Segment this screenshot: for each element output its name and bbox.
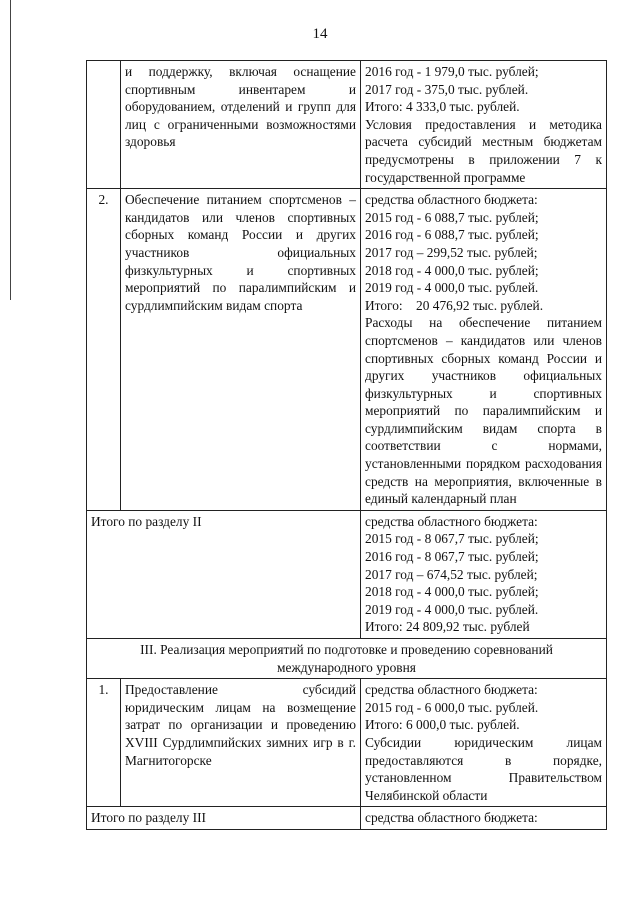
section-total-label: Итого по разделу III xyxy=(87,807,361,830)
section-heading-row xyxy=(87,639,607,679)
section-total-row xyxy=(87,807,607,830)
funding-line: 2019 год - 4 000,0 тыс. рублей. xyxy=(365,280,539,296)
funding-line: 2018 год - 4 000,0 тыс. рублей; xyxy=(365,262,539,278)
table-row xyxy=(87,61,607,189)
binding-margin-line xyxy=(10,0,11,300)
funding-cell xyxy=(361,807,607,830)
funding-line: средства областного бюджета: xyxy=(365,682,538,698)
measures-table xyxy=(86,60,607,830)
row-number xyxy=(87,61,121,189)
funding-cell xyxy=(361,679,607,807)
measure-description: Обеспечение питанием спортсменов – кандидатов или членов спортивных сборных команд России и других участников официальных физкультурных и спортивных мероприятий по паралимпийским и сурдлимпийским видам спорта xyxy=(121,189,361,511)
funding-line: Итого: 24 809,92 тыс. рублей xyxy=(365,619,530,635)
funding-line: 2015 год - 8 067,7 тыс. рублей; xyxy=(365,531,539,547)
funding-line: средства областного бюджета: xyxy=(365,513,538,529)
row-number: 1. xyxy=(87,679,121,807)
funding-line: Итого: 6 000,0 тыс. рублей. xyxy=(365,717,520,733)
funding-cell xyxy=(361,189,607,511)
funding-cell xyxy=(361,61,607,189)
funding-cell xyxy=(361,510,607,638)
section-total-row xyxy=(87,510,607,638)
funding-note: Субсидии юридическим лицам предоставляются в порядке, установленном Правительством Челябинской области xyxy=(365,734,602,803)
funding-line: Итого: 4 333,0 тыс. рублей. xyxy=(365,99,520,115)
funding-line: 2017 год – 674,52 тыс. рублей; xyxy=(365,566,538,582)
funding-line: 2016 год - 8 067,7 тыс. рублей; xyxy=(365,549,539,565)
funding-line: 2015 год - 6 088,7 тыс. рублей; xyxy=(365,209,539,225)
funding-line: 2018 год - 4 000,0 тыс. рублей; xyxy=(365,584,539,600)
row-number: 2. xyxy=(87,189,121,511)
funding-line: Итого: 20 476,92 тыс. рублей. xyxy=(365,297,544,313)
funding-line: 2017 год - 375,0 тыс. рублей. xyxy=(365,81,529,97)
section-heading: III. Реализация мероприятий по подготовке и проведению соревнований международного уровня xyxy=(87,639,607,679)
funding-line: 2017 год – 299,52 тыс. рублей; xyxy=(365,244,538,260)
funding-line: 2016 год - 1 979,0 тыс. рублей; xyxy=(365,64,539,79)
funding-line: 2019 год - 4 000,0 тыс. рублей. xyxy=(365,601,539,617)
measure-description: Предоставление субсидий юридическим лицам на возмещение затрат по организации и проведению XVIII Сурдлимпийских зимних игр в г. Магнитогорске xyxy=(121,679,361,807)
funding-line: средства областного бюджета: xyxy=(365,192,538,208)
funding-line: 2015 год - 6 000,0 тыс. рублей. xyxy=(365,699,539,715)
funding-line: 2016 год - 6 088,7 тыс. рублей; xyxy=(365,227,539,243)
measure-description: и поддержку, включая оснащение спортивным инвентарем и оборудованием, отделений и групп для лиц с ограниченными возможностями здоровья xyxy=(121,61,361,189)
table-row xyxy=(87,189,607,511)
funding-note: Условия предоставления и методика расчета субсидий местным бюджетам предусмотрены в приложении 7 к государственной программе xyxy=(365,116,602,185)
table-row xyxy=(87,679,607,807)
section-total-label: Итого по разделу II xyxy=(87,510,361,638)
funding-note: Расходы на обеспечение питанием спортсменов – кандидатов или членов спортивных сборных команд России и других участников официальных физкультурных и спортивных мероприятий по паралимпийским и сурдлимпийским видам спорта в соответствии с нормами, установленными порядком расходования средств на мероприятия, включенные в единый календарный план xyxy=(365,315,602,507)
funding-line: средства областного бюджета: xyxy=(365,810,538,826)
page-number: 14 xyxy=(312,26,328,42)
